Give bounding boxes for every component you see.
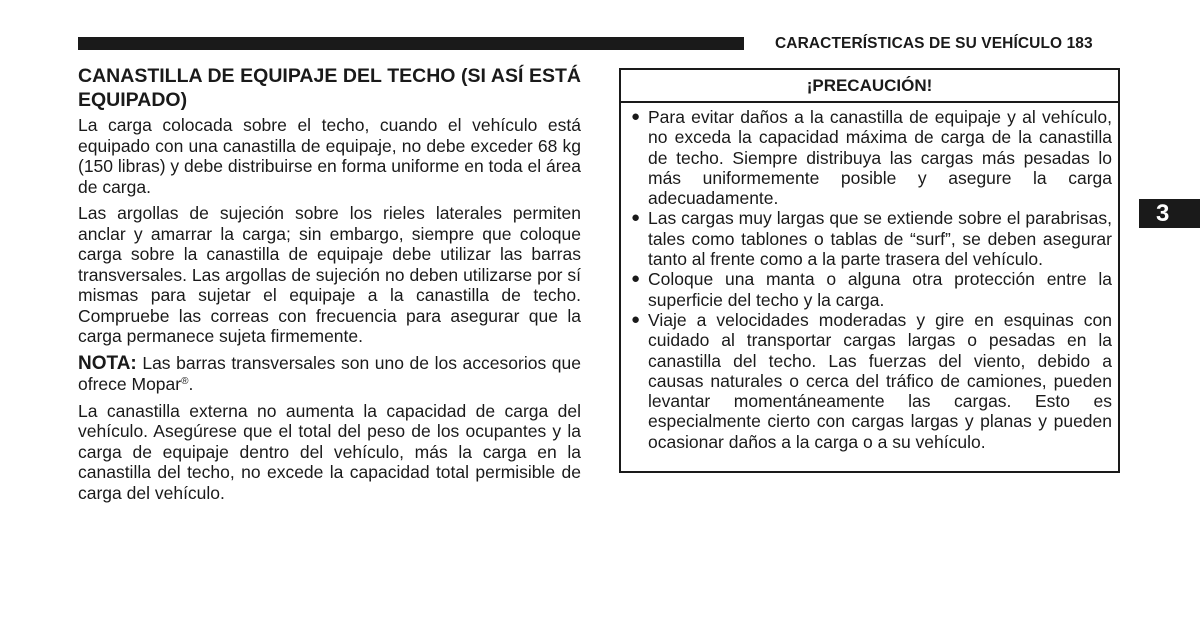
- caution-item-text: Para evitar daños a la canastilla de equipaje y al vehículo, no exceda la capacidad máxima de carga de la canastilla de techo. Siempre distribuya las cargas más pesadas lo más uniformemente posible y asegure la carga adecuadamente.: [648, 107, 1112, 209]
- bullet-icon: ●: [631, 310, 641, 328]
- caution-item: [631, 208, 1112, 269]
- caution-item-text: Las cargas muy largas que se extiende sobre el parabrisas, tales como tablones o tablas de “surf”, se deben asegurar tanto al frente como a la parte trasera del vehículo.: [648, 208, 1112, 270]
- paragraph-capacity: La canastilla externa no aumenta la capacidad de carga del vehículo. Asegúrese que el total del peso de los ocupantes y la carga de equipaje dentro del vehículo, más la carga en la canastilla del techo, no excede la capacidad total permisible de carga del vehículo.: [78, 400, 581, 503]
- main-column: [78, 64, 581, 503]
- caution-box: [619, 68, 1120, 473]
- paragraph-tie-downs: Las argollas de sujeción sobre los rieles laterales permiten anclar y amarrar la carga; sin embargo, siempre que coloque carga sobre la canastilla de equipaje debe utilizar las barras transversales. Las argollas de sujeción no deben utilizarse por sí mismas para sujetar el equipaje a la canastilla de techo. Compruebe las correas con frecuencia para asegurar que la carga permanece sujeta firmemente.: [78, 203, 581, 346]
- caution-item-text: Viaje a velocidades moderadas y gire en esquinas con cuidado al transportar cargas largas o pesadas en la canastilla del techo. Las fuerzas del viento, debido a causas naturales o cerca del tráfico de camiones, pueden levantar momentáneamente las cargas. Esto es especialmente cierto con cargas largas y planas y pueden ocasionar daños a la carga o a su vehículo.: [648, 309, 1112, 452]
- chapter-tab: [1139, 199, 1200, 228]
- caution-item: [631, 107, 1112, 208]
- bullet-icon: ●: [631, 209, 641, 227]
- note-end: .: [188, 374, 194, 394]
- note-label: NOTA:: [78, 352, 137, 374]
- note-text: Las barras transversales son uno de los accesorios que ofrece Mopar: [78, 352, 581, 394]
- bullet-icon: ●: [631, 108, 641, 125]
- note-paragraph: [78, 353, 581, 395]
- chapter-number: 3: [1156, 200, 1170, 227]
- page-header-title: CARACTERÍSTICAS DE SU VEHÍCULO 183: [775, 35, 1093, 52]
- section-heading: CANASTILLA DE EQUIPAJE DEL TECHO (SI ASÍ ESTÁ EQUIPADO): [78, 65, 581, 111]
- paragraph-load-limit: La carga colocada sobre el techo, cuando el vehículo está equipado con una canastilla de equipaje, no debe exceder 68 kg (150 libras) y debe distribuirse en forma uniforme en toda el área de carga.: [78, 115, 581, 197]
- caution-item: [631, 269, 1112, 310]
- header-rule: [78, 37, 744, 50]
- caution-list: [621, 103, 1118, 452]
- caution-title: ¡PRECAUCIÓN!: [621, 70, 1118, 103]
- caution-item-text: Coloque una manta o alguna otra protección entre la superficie del techo y la carga.: [648, 269, 1112, 310]
- caution-item: [631, 310, 1112, 452]
- registered-mark: ®: [181, 376, 189, 387]
- bullet-icon: ●: [631, 270, 641, 288]
